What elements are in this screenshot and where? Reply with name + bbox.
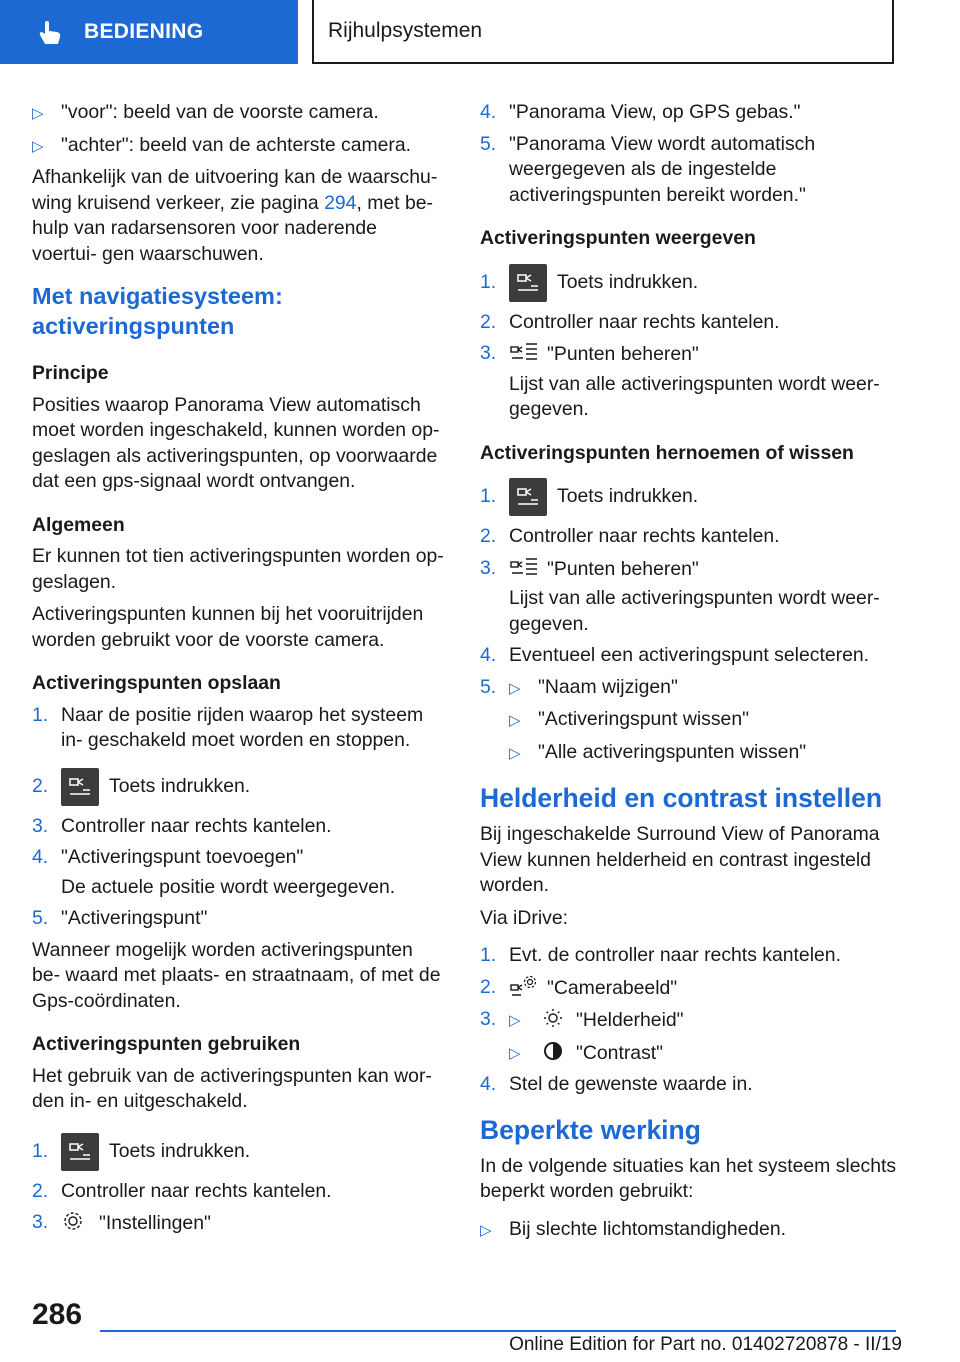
paragraph: Via iDrive: — [480, 906, 569, 929]
list-item: 1. Toets indrukken. — [32, 1133, 446, 1171]
camera-settings-icon — [509, 975, 539, 997]
paragraph: Het gebruik van de activeringspunten kan wor‐ den in- en uitgeschakeld. — [32, 1064, 432, 1112]
camera-button-icon[interactable] — [61, 1133, 99, 1171]
list-item: 3. ▷ "Helderheid" ▷ "Contrast" — [480, 1007, 900, 1066]
section-heading: Helderheid en contrast instellen — [480, 783, 883, 813]
paragraph: Wanneer mogelijk worden activeringspunten be‐ waard met plaats- en straatnaam, of met de Gps-coördinaten. — [32, 938, 441, 1012]
page-number: 286 — [32, 1298, 83, 1331]
list-item: ▷ "achter": beeld van de achterste camera. — [32, 133, 446, 160]
camera-button-icon[interactable] — [509, 264, 547, 302]
triangle-bullet-icon: ▷ — [32, 137, 44, 155]
brightness-icon — [538, 1007, 568, 1029]
paragraph: Er kunnen tot tien activeringspunten worden op‐ geslagen. — [32, 545, 444, 593]
chapter-header — [312, 0, 894, 64]
list-item: 4. "Activeringspunt toevoegen" — [32, 846, 304, 868]
list-item: 1. Evt. de controller naar rechts kantelen. — [480, 944, 841, 966]
list-item: ▷ Bij slechte lichtomstandigheden. — [480, 1217, 900, 1244]
triangle-bullet-icon: ▷ — [509, 1012, 521, 1029]
list-item: 3. Controller naar rechts kantelen. — [32, 814, 332, 837]
list-item: 4. Stel de gewenste waarde in. — [480, 1073, 753, 1095]
list-item: 4. Eventueel een activeringspunt selecteren. — [480, 644, 870, 666]
camera-button-icon[interactable] — [509, 478, 547, 516]
subheading: Principe — [32, 362, 109, 384]
camera-list-icon — [509, 556, 539, 578]
hand-pointer-icon — [36, 18, 64, 46]
paragraph: Posities waarop Panorama View automatisch moet worden ingeschakeld, kunnen worden op‐ geslagen als activeringspunten, op voorwaarde dat een gps-signaal wordt ontvangen. — [32, 393, 440, 492]
paragraph: Activeringspunten kunnen bij het vooruitrijden worden gebruikt voor de voorste camera. — [32, 603, 424, 651]
list-item: 5. "Panorama View wordt automatisch weergegeven als de ingestelde activeringspunten bereikt worden." — [480, 132, 816, 206]
footer-divider — [100, 1330, 896, 1332]
subheading: Activeringspunten hernoemen of wissen — [480, 441, 854, 464]
step-result: Lijst van alle activeringspunten wordt weer‐ gegeven. — [509, 587, 880, 635]
edition-text: Online Edition for Part no. 01402720878 - II/19 — [509, 1334, 902, 1355]
list-item: 2. Controller naar rechts kantelen. — [480, 525, 780, 547]
section-heading: Beperkte werking — [480, 1114, 701, 1145]
list-item: ▷ "voor": beeld van de voorste camera. — [32, 100, 446, 127]
list-item: 3. "Punten beheren" — [480, 556, 699, 580]
section-label: BEDIENING — [84, 20, 204, 43]
triangle-bullet-icon: ▷ — [509, 712, 521, 729]
page-link[interactable]: 294 — [324, 191, 357, 214]
list-item: 4. "Panorama View, op GPS gebas." — [480, 101, 801, 123]
list-item: 1. Naar de positie rijden waarop het systeem in‐ geschakeld moet worden en stoppen. — [32, 703, 424, 751]
paragraph: Bij ingeschakelde Surround View of Panorama View kunnen helderheid en contrast ingesteld worden. — [480, 823, 880, 896]
camera-button-icon[interactable] — [61, 768, 99, 806]
list-item: 3. "Punten beheren" — [480, 342, 699, 365]
subheading: Algemeen — [32, 513, 125, 536]
subheading: Activeringspunten gebruiken — [32, 1033, 301, 1055]
triangle-bullet-icon: ▷ — [509, 1044, 521, 1062]
step-result: De actuele positie wordt weergegeven. — [61, 875, 396, 898]
camera-list-icon — [509, 341, 539, 363]
contrast-icon — [538, 1040, 568, 1062]
step-result: Lijst van alle activeringspunten wordt weer‐ gegeven. — [509, 372, 880, 420]
triangle-bullet-icon: ▷ — [480, 1221, 492, 1239]
list-item: 2. Toets indrukken. — [32, 768, 446, 806]
triangle-bullet-icon: ▷ — [509, 679, 521, 697]
list-item: 2. "Camerabeeld" — [480, 975, 678, 999]
chapter-label: Rijhulpsystemen — [328, 19, 483, 42]
paragraph: Afhankelijk van de uitvoering kan de waarschu‐ wing kruisend verkeer, zie pagina 294, met be‐ hulp van radarsensoren voor naderende voertui‐ gen waarschuwen. — [32, 166, 438, 265]
triangle-bullet-icon: ▷ — [32, 105, 44, 122]
list-item: 5. ▷ "Naam wijzigen" ▷ "Activeringspunt wissen" ▷ "Alle activeringspunten wissen" — [480, 675, 900, 767]
list-item: 3. "Instellingen" — [32, 1211, 211, 1234]
subheading: Activeringspunten weergeven — [480, 227, 756, 249]
subheading: Activeringspunten opslaan — [32, 672, 281, 694]
section-heading: Met navigatiesysteem: activeringspunten — [32, 283, 283, 339]
list-item: 5. "Activeringspunt" — [32, 907, 208, 929]
right-column — [480, 100, 900, 1249]
list-item: 1. Toets indrukken. — [480, 264, 900, 302]
left-column — [32, 100, 446, 1243]
triangle-bullet-icon: ▷ — [509, 744, 521, 762]
list-item: 2. Controller naar rechts kantelen. — [480, 310, 780, 333]
gear-icon — [61, 1210, 91, 1232]
list-item: 1. Toets indrukken. — [480, 478, 900, 516]
list-item: 2. Controller naar rechts kantelen. — [32, 1179, 332, 1202]
section-tab — [0, 0, 298, 64]
paragraph: In de volgende situaties kan het systeem slechts beperkt worden gebruikt: — [480, 1154, 897, 1202]
